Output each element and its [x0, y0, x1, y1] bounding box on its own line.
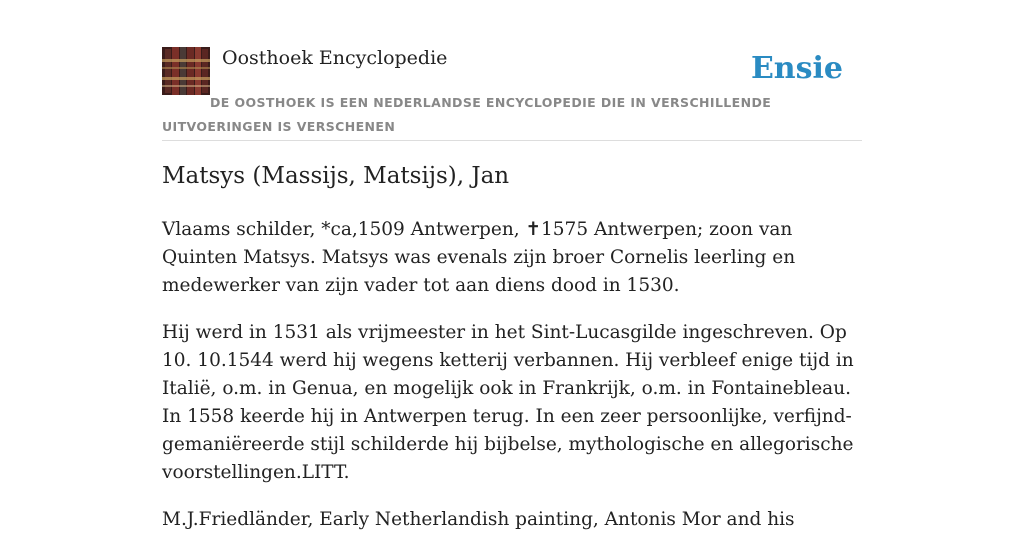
article-paragraph: Vlaams schilder, *ca,1509 Antwerpen, ✝1575 Antwerpen; zoon van Quinten Matsys. Matsys was evenals zijn broer Cornelis leerling en medewerker van zijn vader tot aan diens dood in 1530. [162, 219, 796, 296]
article-paragraph: M.J.Friedländer, Early Netherlandish painting, Antonis Mor and his [162, 509, 795, 530]
article-body [162, 216, 862, 553]
article-title: Matsys (Massijs, Matsijs), Jan [162, 163, 510, 189]
article-paragraph: Hij werd in 1531 als vrijmeester in het Sint-Lucasgilde ingeschreven. Op 10. 10.1544 werd hij wegens ketterij verbannen. Hij verbleef enige tijd in Italië, o.m. in Genua, en mogelijk ook in Frankrijk, o.m. in Fontainebleau. In 1558 keerde hij in Antwerpen terug. In een zeer persoonlijke, verfijnd-gemaniëreerde stijl schilderde hij bijbelse, mythologische en allegorische voorstellingen.LITT. [162, 322, 854, 483]
site-name-link[interactable]: Oosthoek Encyclopedie [222, 47, 448, 69]
page [162, 0, 862, 530]
site-header [162, 0, 862, 141]
ensie-logo-link[interactable]: Ensie [750, 51, 843, 86]
site-tagline: DE OOSTHOEK IS EEN NEDERLANDSE ENCYCLOPEDIE DIE IN VERSCHILLENDE UITVOERINGEN IS VERSCHENEN [162, 95, 772, 134]
books-icon[interactable] [162, 47, 210, 95]
